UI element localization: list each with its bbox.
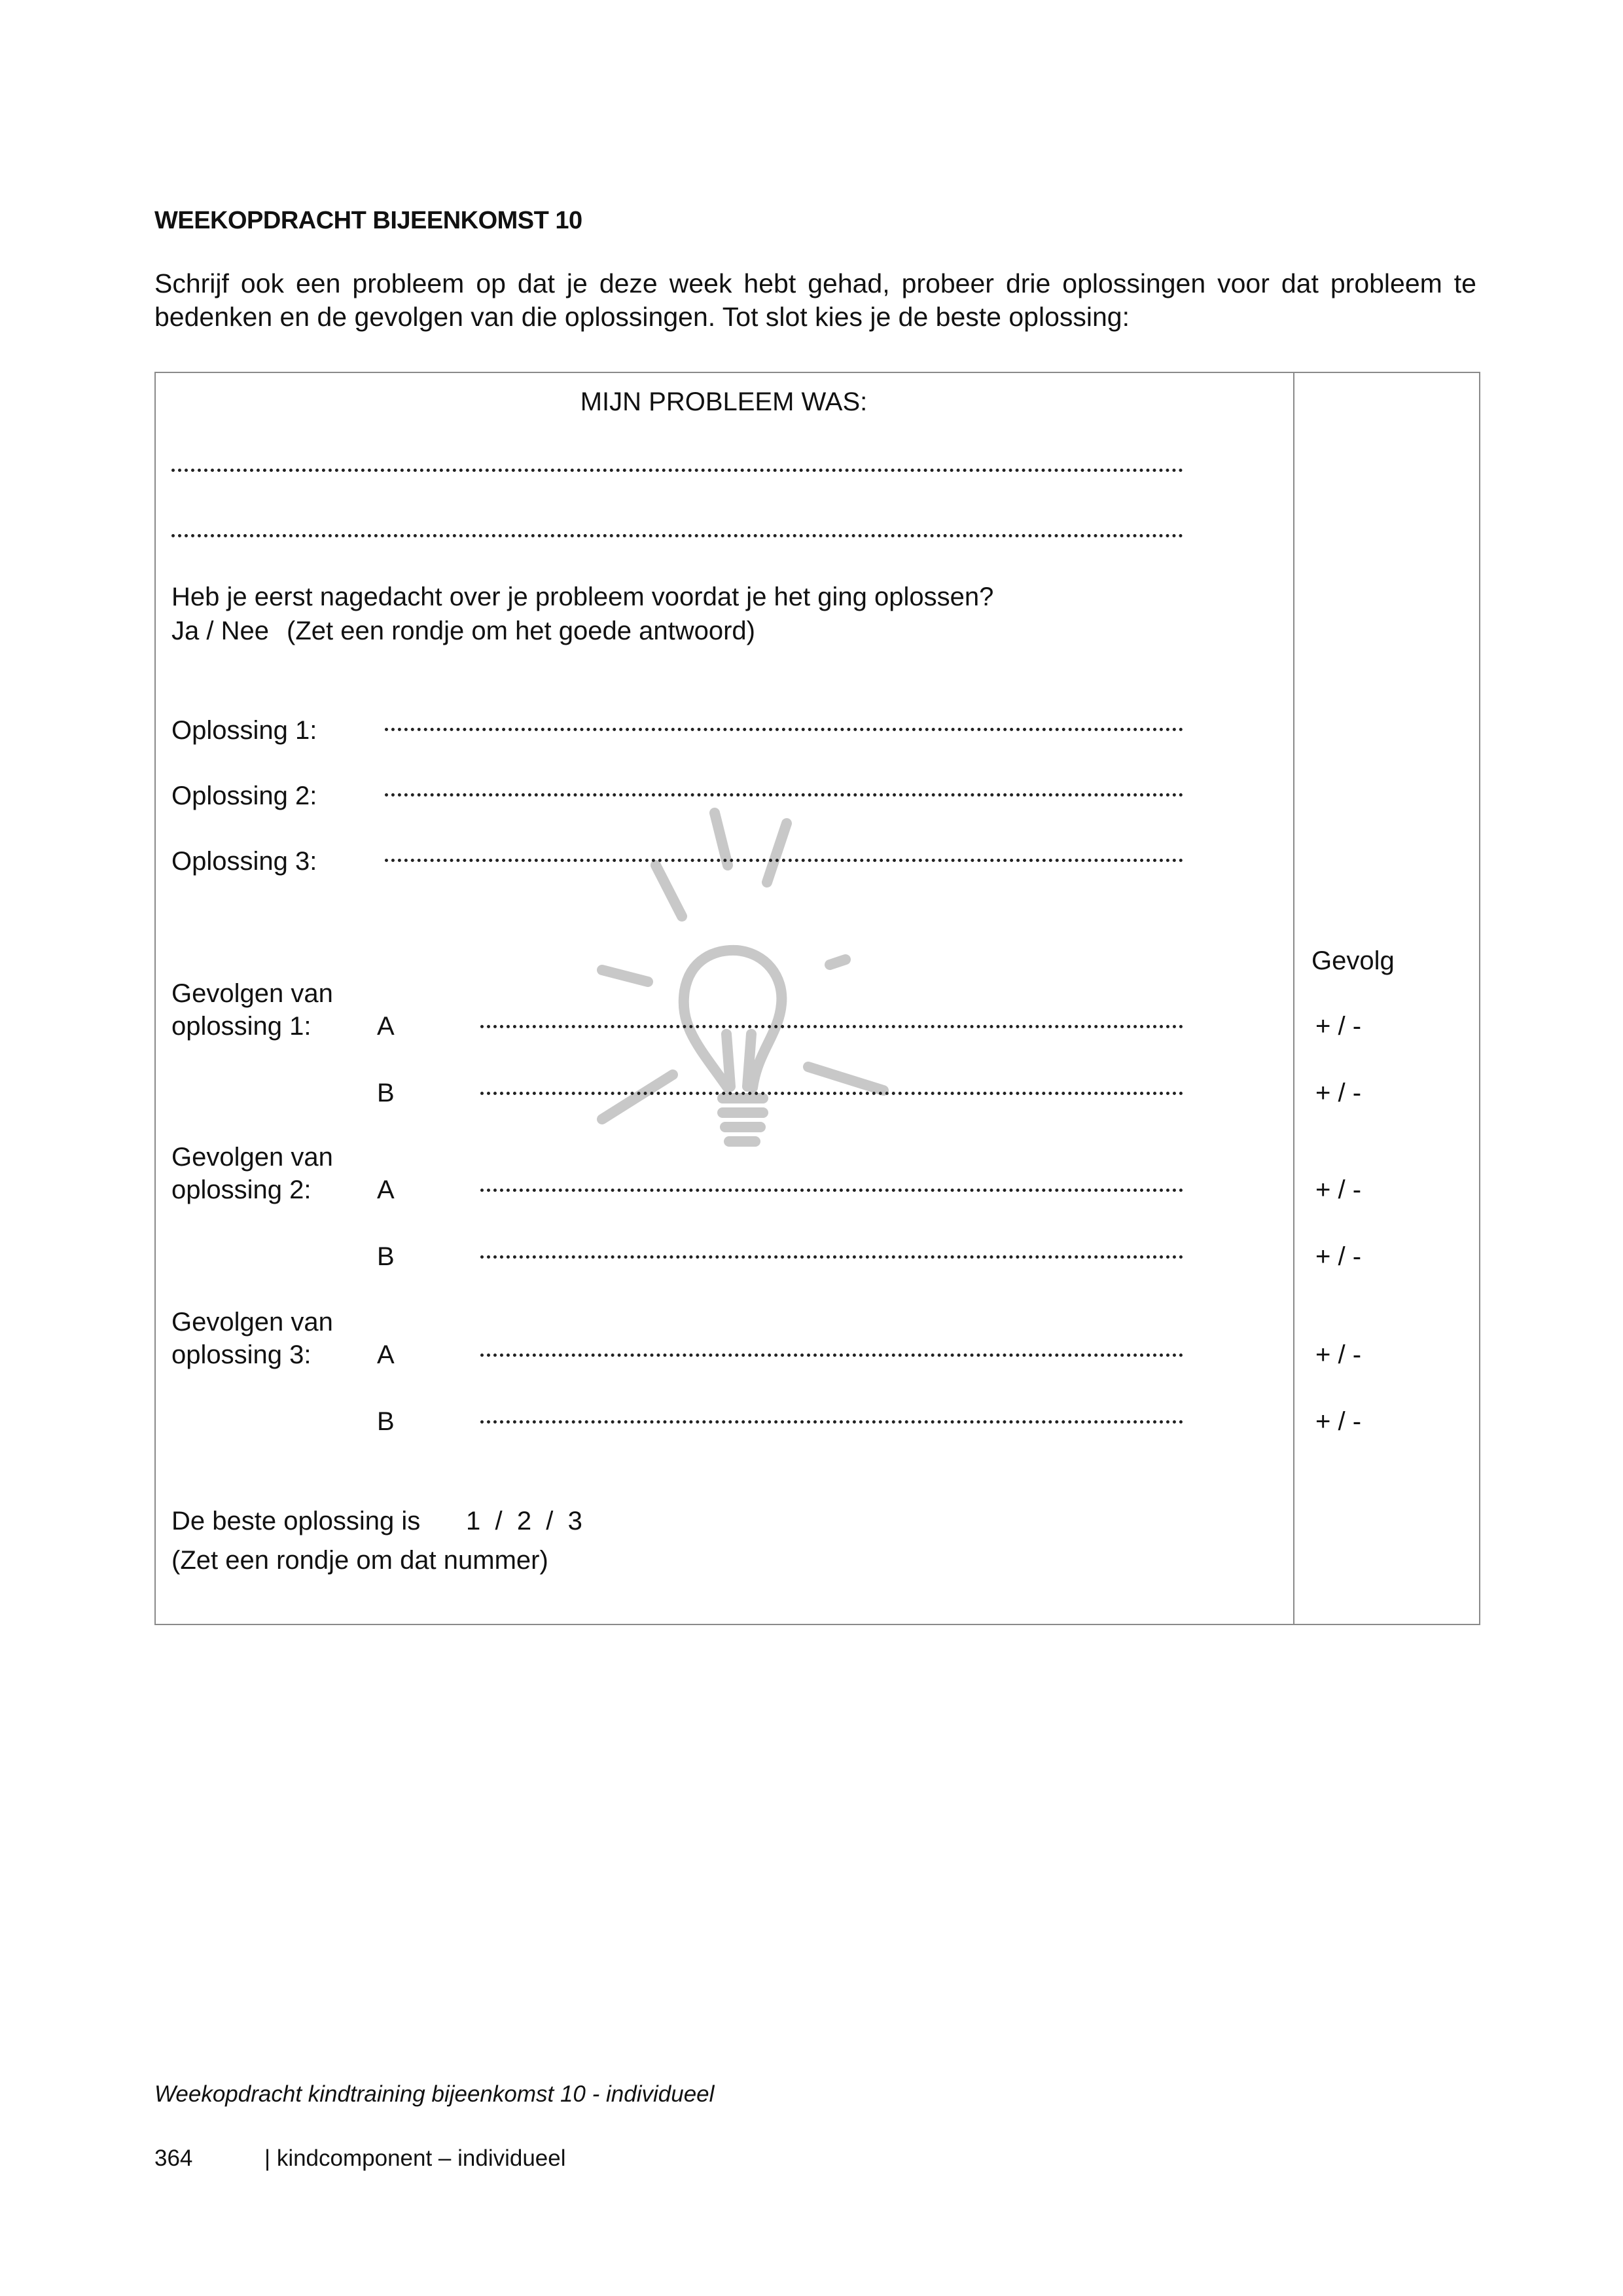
consequence-3-a-line[interactable] — [480, 1354, 1183, 1357]
page-title: WEEKOPDRACHT BIJEENKOMST 10 — [154, 207, 582, 234]
problem-line-1[interactable] — [171, 469, 1183, 472]
consequence-label-3a: Gevolgen van — [171, 1308, 333, 1336]
consequence-3-b-line[interactable] — [480, 1420, 1183, 1424]
solution-label-1: Oplossing 1: — [171, 716, 317, 745]
gevolg-header: Gevolg — [1311, 946, 1395, 975]
solution-line-3[interactable] — [385, 859, 1183, 862]
footer-section: | kindcomponent – individueel — [264, 2145, 566, 2171]
consequence-label-3b: oplossing 3: — [171, 1340, 312, 1369]
consequence-label-1a: Gevolgen van — [171, 979, 333, 1008]
consequence-1-b-line[interactable] — [480, 1092, 1183, 1095]
answer-instruction: (Zet een rondje om het goede antwoord) — [287, 617, 755, 645]
consequence-2-a-line[interactable] — [480, 1189, 1183, 1192]
form-heading: MIJN PROBLEEM WAS: — [580, 387, 868, 416]
consequence-3-b-mark[interactable]: + / - — [1315, 1407, 1362, 1436]
consequence-1-a-mark[interactable]: + / - — [1315, 1012, 1362, 1041]
solution-label-2: Oplossing 2: — [171, 781, 317, 810]
consequence-2-a-label: A — [377, 1175, 395, 1204]
answer-options[interactable]: Ja / Nee — [171, 617, 269, 645]
consequence-label-2a: Gevolgen van — [171, 1143, 333, 1172]
problem-line-2[interactable] — [171, 534, 1183, 537]
consequence-2-b-label: B — [377, 1242, 395, 1271]
consequence-3-b-label: B — [377, 1407, 395, 1436]
consequence-2-a-mark[interactable]: + / - — [1315, 1175, 1362, 1204]
consequence-1-a-line[interactable] — [480, 1025, 1183, 1028]
solution-line-2[interactable] — [385, 793, 1183, 797]
consequence-2-b-line[interactable] — [480, 1255, 1183, 1259]
page-number: 364 — [154, 2145, 193, 2171]
best-solution-options[interactable]: 1 / 2 / 3 — [466, 1507, 582, 1535]
footer-caption: Weekopdracht kindtraining bijeenkomst 10 - individueel — [154, 2081, 715, 2107]
best-solution-instruction: (Zet een rondje om dat nummer) — [171, 1546, 548, 1575]
consequence-1-b-mark[interactable]: + / - — [1315, 1079, 1362, 1107]
best-solution-label: De beste oplossing is — [171, 1507, 421, 1535]
consequence-label-1b: oplossing 1: — [171, 1012, 312, 1041]
column-divider — [1293, 372, 1294, 1625]
consequence-1-a-label: A — [377, 1012, 395, 1041]
intro-text: Schrijf ook een probleem op dat je deze week hebt gehad, probeer drie oplossingen voor dat probleem te bedenken en de gevolgen van die oplossingen. Tot slot kies je de beste oplossing: — [154, 268, 1476, 332]
consequence-2-b-mark[interactable]: + / - — [1315, 1242, 1362, 1271]
question-text: Heb je eerst nagedacht over je probleem voordat je het ging oplossen? — [171, 583, 994, 611]
consequence-3-a-label: A — [377, 1340, 395, 1369]
consequence-label-2b: oplossing 2: — [171, 1175, 312, 1204]
consequence-3-a-mark[interactable]: + / - — [1315, 1340, 1362, 1369]
consequence-1-b-label: B — [377, 1079, 395, 1107]
solution-line-1[interactable] — [385, 728, 1183, 731]
solution-label-3: Oplossing 3: — [171, 847, 317, 876]
